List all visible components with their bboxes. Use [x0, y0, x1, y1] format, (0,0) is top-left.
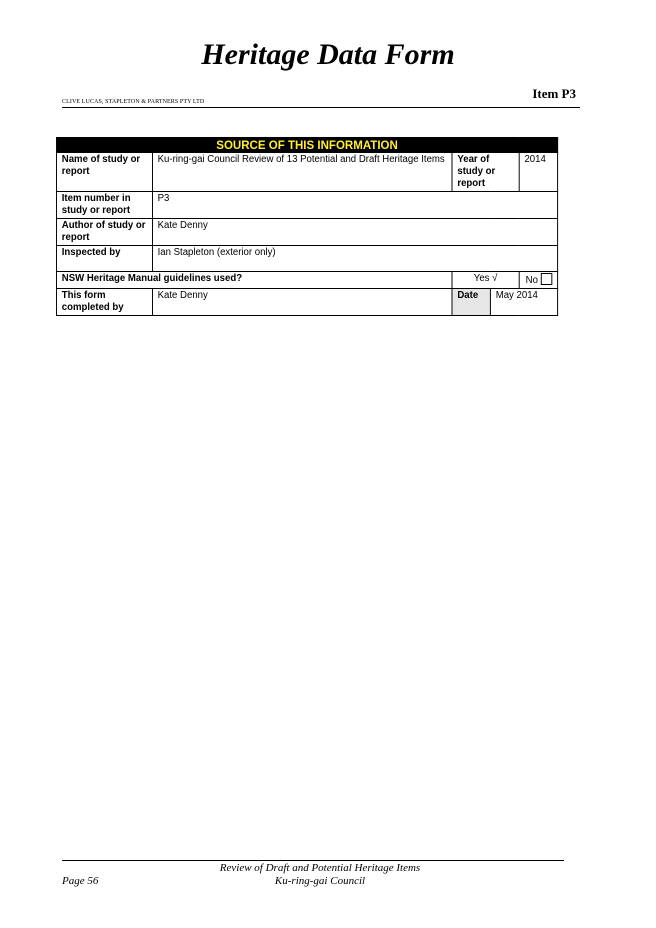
footer-title-line2: Ku-ring-gai Council — [274, 875, 366, 887]
author-value: Kate Denny — [152, 219, 557, 246]
nsw-yes: Yes √ — [452, 272, 519, 289]
item-number-value: P3 — [152, 192, 557, 219]
table-row — [56, 153, 557, 192]
inspected-value: Ian Stapleton (exterior only) — [152, 246, 557, 272]
completed-by-label: This form completed by — [56, 289, 152, 316]
header-rule — [62, 107, 580, 108]
source-table — [56, 137, 558, 316]
item-number: Item P3 — [532, 86, 576, 101]
table-row — [56, 289, 557, 316]
table-row — [56, 192, 557, 219]
no-checkbox[interactable] — [541, 273, 553, 285]
table-row — [56, 219, 557, 246]
year-value: 2014 — [519, 153, 557, 192]
nsw-no-cell — [519, 272, 557, 289]
year-label: Year of study or report — [452, 153, 519, 192]
table-row — [56, 272, 557, 289]
footer-title-line1: Review of Draft and Potential Heritage Items — [219, 862, 421, 874]
table-row — [56, 246, 557, 272]
completed-by-value: Kate Denny — [152, 289, 452, 316]
item-number-label: Item number in study or report — [56, 192, 152, 219]
table-header-row — [56, 138, 557, 153]
nsw-no-label: No — [525, 275, 538, 286]
company-name: CLIVE LUCAS, STAPLETON & PARTNERS PTY LTD — [62, 99, 205, 105]
date-label: Date — [452, 289, 490, 316]
study-name-value: Ku-ring-gai Council Review of 13 Potential and Draft Heritage Items — [152, 153, 452, 192]
table-heading: SOURCE OF THIS INFORMATION — [56, 138, 557, 153]
author-label: Author of study or report — [56, 219, 152, 246]
date-value: May 2014 — [490, 289, 557, 316]
footer-rule — [62, 860, 564, 861]
study-name-label: Name of study or report — [56, 153, 152, 192]
page-number: Page 56 — [62, 875, 99, 887]
page-title: Heritage Data Form — [201, 38, 455, 71]
inspected-label: Inspected by — [56, 246, 152, 272]
nsw-guidelines-label: NSW Heritage Manual guidelines used? — [56, 272, 452, 289]
